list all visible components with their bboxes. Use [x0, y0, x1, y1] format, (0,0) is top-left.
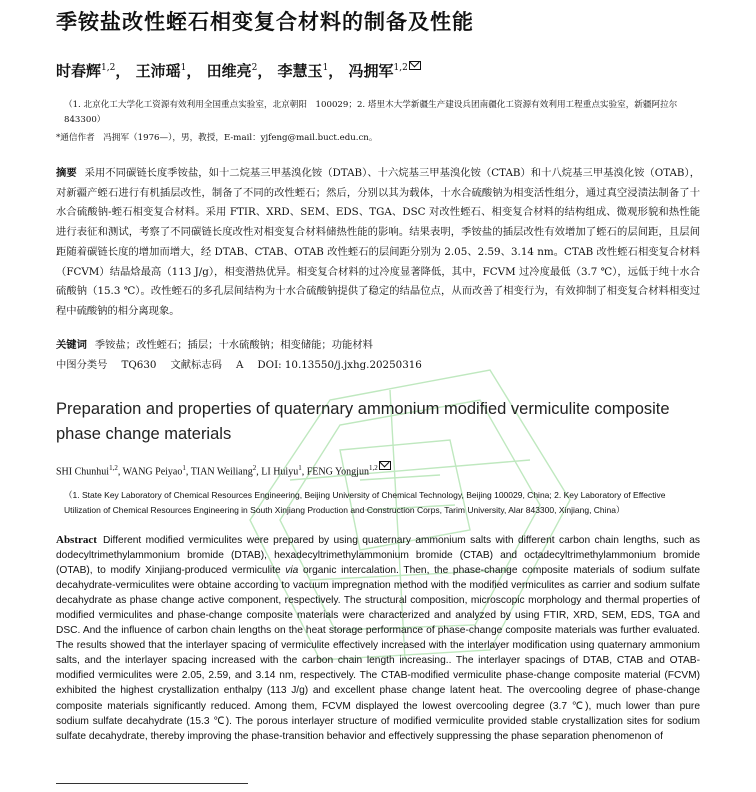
keywords-label: 关键词	[56, 339, 87, 351]
chinese-author-list: 时春辉$^{1,2}$， 王沛瑶$^1$， 田维亮$^2$， 李慧玉$^1$， 冯拥军$^{1,2}$	[56, 60, 421, 81]
clc-label: 中图分类号	[56, 359, 108, 371]
chinese-affiliations: （1. 北京化工大学化工资源有效利用全国重点实验室，北京朝阳 100029；2. 塔里木大学新疆生产建设兵团南疆化工资源有效利用工程重点实验室，新疆阿拉尔 843300）	[64, 100, 686, 125]
document-code: A	[235, 359, 244, 371]
author-affiliation-mark: 1	[180, 63, 187, 73]
author-name: 冯拥军	[348, 62, 394, 80]
abstract-italic-via: via	[285, 565, 299, 577]
mail-icon	[409, 61, 421, 70]
author-name: TIAN Weiliang	[190, 466, 253, 478]
keywords-text: 季铵盐；改性蛭石；插层；十水硫酸钠；相变储能；功能材料	[94, 339, 373, 351]
author-affiliation-mark: 1,2	[101, 63, 116, 73]
abstract-label: Abstract	[56, 534, 97, 546]
chinese-title: 季铵盐改性蛭石相变复合材料的制备及性能	[56, 9, 474, 34]
author-affiliation-mark: 1,2	[109, 464, 118, 472]
english-affiliations: （1. State Key Laboratory of Chemical Resources Engineering, Beijing University of Chemical Technology, Beijing 100029, China; 2. Key Laboratory of Effective Utilization of Chemical Resources Engineering in South Xinjiang Production and Construction Corps, Tarim University, Alar 843300, Xinjiang, China）	[64, 490, 666, 515]
english-author-list: SHI Chunhui$^{1,2}$, WANG Peiyao$^1$, TIAN Weiliang$^2$, LI Huiyu$^1$, FENG Yongjun$^{1,2}$	[56, 461, 391, 477]
mail-icon	[379, 461, 391, 470]
author-name: 田维亮	[206, 62, 252, 80]
abstract-label: 摘要	[56, 167, 77, 179]
author-name: 李慧玉	[277, 62, 323, 80]
author-name: SHI Chunhui	[56, 466, 110, 478]
author-name: FENG Yongjun	[306, 466, 369, 478]
keywords-line	[56, 336, 373, 351]
document-code-label: 文献标志码	[170, 359, 222, 371]
abstract-text-part1: Different modified vermiculites were prepared by using quaternary ammonium salts with different carbon chain lengths, such as dodecyltrimethylammonium bromide (DTAB), hexadecyltrimethylammonium bromide (CTAB) and octadecyltrimethylammonium bromide (OTAB), to modify Xinjiang-produced vermiculite	[56, 535, 700, 577]
author-affiliation-mark: 1	[298, 464, 302, 472]
author-name: 王沛瑶	[135, 62, 181, 80]
author-name: LI Huiyu	[261, 466, 299, 478]
english-title: Preparation and properties of quaternary ammonium modified vermiculite composite phase change materials	[56, 400, 670, 443]
author-affiliation-mark: 2	[252, 464, 257, 472]
author-name: 时春辉	[56, 62, 102, 80]
corresponding-author-note: *通信作者 冯拥军（1976—），男，教授，E-mail：yjfeng@mail.buct.edu.cn。	[56, 133, 378, 143]
classification-line	[56, 356, 436, 371]
clc-code: TQ630	[121, 359, 157, 371]
author-name: WANG Peiyao	[122, 466, 183, 478]
author-affiliation-mark: 1,2	[393, 63, 408, 73]
english-abstract	[56, 533, 700, 744]
chinese-abstract	[56, 164, 700, 322]
author-affiliation-mark: 1	[322, 63, 329, 73]
author-affiliation-mark: 1,2	[368, 464, 378, 472]
doi: DOI: 10.13550/j.jxhg.20250316	[257, 359, 422, 371]
abstract-text: 采用不同碳链长度季铵盐，如十二烷基三甲基溴化铵（DTAB）、十六烷基三甲基溴化铵（CTAB）和十八烷基三甲基溴化铵（OTAB），对新疆产蛭石进行有机插层改性，制备了不同的改性蛭石；然后，分别以其为载体，十水合硫酸钠为相变活性组分，通过真空浸渍法制备了十水合硫酸钠-蛭石相变复合材料。采用 FTIR、XRD、SEM、EDS、TGA、DSC 对改性蛭石、相变复合材料的结构组成、微观形貌和热性能进行表征和测试，考察了不同碳链长度改性对相变复合材料储热性能的影响。结果表明，季铵盐的插层改性有效增加了蛭石的层间距，且层间距随着碳链长度的增加而增大，经 DTAB、CTAB、OTAB 改性蛭石的层间距分别为 2.05、2.59、3.14 nm。CTAB 改性蛭石相变复合材料（FCVM）结晶焓最高（113 J/g），相变潜热优异。相变复合材料的过冷度显著降低，其中，FCVM 过冷度最低（3.7 ℃），远低于纯十水合硫酸钠（15.3 ℃）。改性蛭石的多孔层间结构为十水合硫酸钠提供了稳定的结晶位点，从而改善了相变行为，有效抑制了相变复合材料相变过程中硫酸钠的相分离现象。	[56, 167, 701, 317]
footnote-rule	[56, 783, 248, 784]
author-affiliation-mark: 1	[182, 464, 186, 472]
author-affiliation-mark: 2	[251, 63, 258, 73]
abstract-text-part2: organic intercalation. Then, the phase-change composite materials of sodium sulfate decahydrate-vermiculites were obtaine according to vacuum impregnation method with the modified vermiculites as carrier and sodium sulfate decahydrate as phase change active component, respectively. The structural composition, microscopic morphology and thermal properties of modified vermiculites and phase-change composite materials were characterized and analyzed by using FTIR, XRD, SEM, EDS, TGA and DSC. And the influence of carbon chain lengths on the heat storage performance of phase-change composite materials was further evaluated. The results showed that the interlayer spacing of vermiculite effectively increased with the interlayer modification using quaternary ammonium salts, and the interlayer spacing increased with the carbon chain length increasing.. The interlayer spacings of DTAB, CTAB and OTAB-modified vermiculites were 2.05, 2.59, and 3.14 nm, respectively. The CTAB-modified vermiculite phase-change composite material (FCVM) exhibited the highest crystallization enthalpy (113 J/g) and excellent phase change latent heat. The overcooling degree of phase-change composite materials significantly reduced. Among them, FCVM displayed the lowest overcooling degree (3.7 ℃), much lower than pure sodium sulfate decahydrate (15.3 ℃). The porous interlayer structure of modified vermiculite provided stable crystallization sites for sodium sulfate decahydrate, thereby improving the phase-transition behavior and effectively suppressing the phase separation phenomenon of	[56, 565, 700, 742]
